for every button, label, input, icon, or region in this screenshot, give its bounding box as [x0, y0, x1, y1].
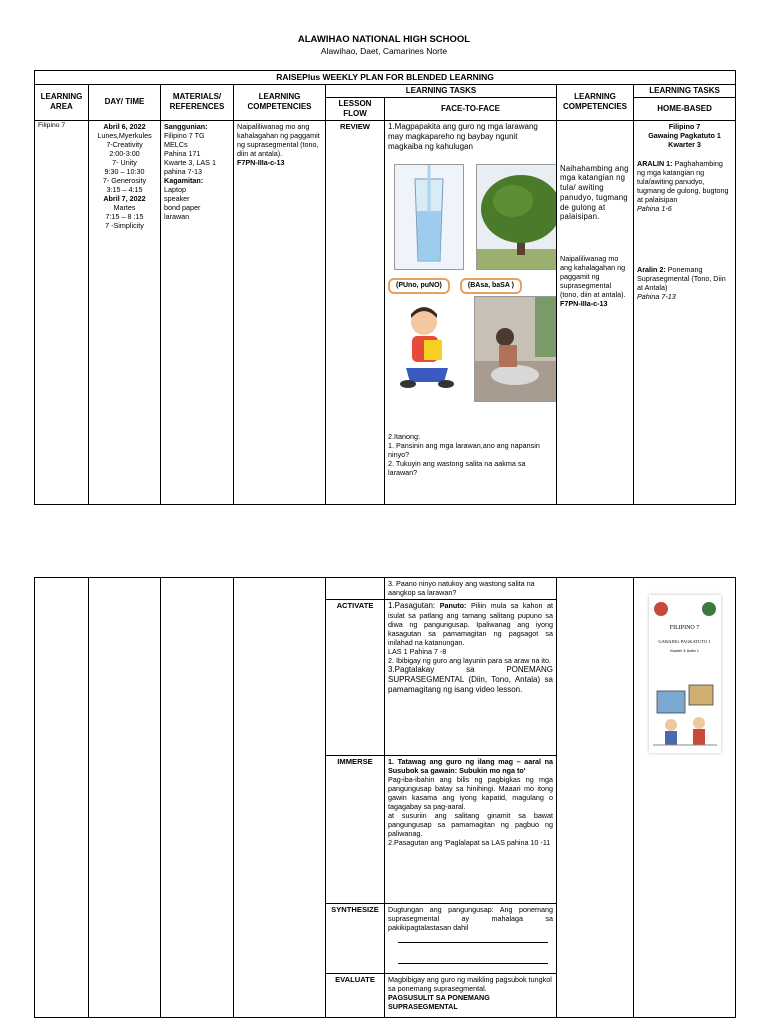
- days-1: Lunes,Myerkules: [97, 130, 152, 140]
- activate-item-1: [388, 601, 553, 647]
- section-3: 7- Generosity: [102, 175, 147, 185]
- lesson-flow-review: REVIEW: [326, 120, 385, 504]
- section-4: 7 -Simplicity: [105, 220, 144, 230]
- material-item: bond paper: [164, 202, 201, 212]
- day-time-cell: [89, 120, 161, 504]
- cover-small: Kwarter 3: Aralin 1: [670, 649, 699, 653]
- module-cover-image: [649, 595, 721, 753]
- evaluate-text: Magbibigay ang guro ng maikling pagsubok tungkol sa ponemang suprasegmental.: [388, 975, 552, 993]
- label-puno: (PUno, puNO): [388, 278, 450, 295]
- competency-2b: Naipaliliwanag mo ang kahalagahan ng paggamit ng suprasegmental (tono, diin at antala).: [560, 254, 626, 300]
- col-competencies-2: LEARNING COMPETENCIES: [557, 84, 634, 120]
- answer-line-2: [398, 963, 548, 964]
- washing-clothes-picture: [474, 296, 557, 402]
- question-block: [388, 432, 553, 477]
- aralin-2: [637, 265, 732, 292]
- cover-subtitle: GAWAING PAGKATUTO 1: [658, 639, 711, 644]
- sanggunian-heading: Sanggunian:: [164, 121, 208, 131]
- label-row: [388, 278, 553, 295]
- competency-2a: Naihahambing ang mga katangian ng tula/ awiting panudyo, tugmang de gulong at palaisipan.: [560, 163, 629, 222]
- aralin-2-page: Pahina 7-13: [637, 291, 676, 301]
- immerse-item-3: 2.Pasagutan ang 'Paglalapat sa LAS pahina 10 -11: [388, 838, 551, 847]
- question-3: 3. Paano ninyo natukoy ang wastong salita na aangkop sa larawan?: [385, 578, 557, 600]
- itanong-label: 2.Itanong:: [388, 432, 420, 442]
- aralin-1-page: Pahina 1-6: [637, 203, 672, 213]
- material-item: pahina 7-13: [164, 166, 202, 176]
- las-reference: LAS 1 Pahina 7 -8: [388, 647, 447, 656]
- material-item: larawan: [164, 211, 190, 221]
- empty-flow-cell: [326, 578, 385, 600]
- material-item: Filipino 7 TG: [164, 130, 205, 140]
- weekly-plan-table-continued: [34, 577, 736, 1018]
- material-item: Laptop: [164, 184, 186, 194]
- synthesize-text: Dugtungan ang pangungusap: Ang ponemang suprasegmental ay mahalaga sa pakikipagtalastasan dahil: [388, 905, 553, 932]
- picture-row-1: [394, 164, 553, 270]
- aralin-1: [637, 159, 732, 204]
- competency-cell: [234, 120, 326, 504]
- aralin-2-label: Aralin 2:: [637, 264, 666, 274]
- lesson-flow-synthesize: SYNTHESIZE: [326, 904, 385, 974]
- question-2: 2. Tukuyin ang wastong salita na aakma sa larawan?: [388, 459, 526, 478]
- evaluate-cell: [385, 974, 557, 1018]
- home-kwarter: Kwarter 3: [668, 139, 701, 149]
- activate-instruction: Piliin mula sa kahon at isulat sa patlang ang tamang salitang pupuno sa diwa ng pangungusap. Ipaliwanag ang iyong kasagutan sa pamamagitan ng pagsagot sa inilahad na katanungan.: [388, 601, 553, 647]
- activate-item-2: 2. Ibibigay ng guro ang layunin para sa araw na ito.: [388, 656, 552, 665]
- review-item-1: 1.Magpapakita ang guro ng mga larawang may magkapareho ng baybay ngunit magkaiba ng kahulugan: [388, 121, 538, 151]
- picture-row-2: [394, 296, 553, 402]
- home-title: Filipino 7: [668, 121, 701, 131]
- school-address: Alawihao, Daet, Camarines Norte: [320, 46, 448, 56]
- evaluate-quiz-title: PAGSUSULIT SA PONEMANG SUPRASEGMENTAL: [388, 993, 490, 1011]
- water-glass-picture: [394, 164, 464, 270]
- materials-cell: [161, 120, 234, 504]
- days-2: Martes: [113, 202, 136, 212]
- material-item: MELCs: [164, 139, 188, 149]
- aralin-1-label: ARALIN 1:: [637, 158, 673, 168]
- home-subtitle: Gawaing Pagkatuto 1: [648, 130, 721, 140]
- section-2: 7- Unity: [112, 157, 137, 167]
- plan-title: RAISEPlus WEEKLY PLAN FOR BLENDED LEARNING: [35, 71, 736, 85]
- weekly-plan-table: [34, 70, 736, 505]
- panuto-label: Panuto:: [439, 601, 467, 610]
- synthesize-cell: [385, 904, 557, 974]
- competency-2-cell: [557, 120, 634, 504]
- col-materials: MATERIALS/ REFERENCES: [161, 84, 234, 120]
- time-1: 2:00-3:00: [109, 148, 140, 158]
- school-name: ALAWIHAO NATIONAL HIGH SCHOOL: [297, 34, 471, 45]
- col-competencies: LEARNING COMPETENCIES: [234, 84, 326, 120]
- label-basa: (BAsa, baSA ): [460, 278, 522, 295]
- lesson-flow-immerse: IMMERSE: [326, 756, 385, 904]
- kagamitan-heading: Kagamitan:: [164, 175, 204, 185]
- activate-cell: [385, 600, 557, 756]
- lesson-flow-evaluate: EVALUATE: [326, 974, 385, 1018]
- material-item: Pahina 171: [164, 148, 201, 158]
- cover-title: FILIPINO 7: [669, 625, 700, 631]
- col-learning-area: LEARNING AREA: [35, 84, 89, 120]
- activate-item-3: 3.Pagtalakay sa PONEMANG SUPRASEGMENTAL (Diin, Tono, Antala) sa pamamagitang ng isang video lesson.: [388, 665, 553, 694]
- immerse-cell: [385, 756, 557, 904]
- material-item: Kwarte 3, LAS 1: [164, 157, 216, 167]
- time-4: 7:15 – 8 :15: [105, 211, 144, 221]
- col-home-based: HOME-BASED: [634, 97, 736, 120]
- aralin-2-text: Ponemang Suprasegmental (Tono, Diin at Antala): [637, 264, 726, 292]
- col-learning-tasks: LEARNING TASKS: [326, 84, 557, 97]
- aralin-1-text: Paghahambing ng mga katangian ng tula/awiting panudyo, tugmang de gulong, bugtong at palaisipan: [637, 158, 729, 204]
- immerse-heading: 1. Tatawag ang guro ng ilang mag – aaral na Susubok sa gawain: Subukin mo nga to': [388, 757, 553, 775]
- tree-picture: [476, 164, 557, 270]
- question-1: 1. Pansinin ang mga larawan,ano ang napansin ninyo?: [388, 441, 540, 460]
- time-3: 3:15 – 4:15: [106, 184, 143, 194]
- col-day-time: DAY/ TIME: [89, 84, 161, 120]
- lesson-flow-activate: ACTIVATE: [326, 600, 385, 756]
- date-1: Abril 6, 2022: [103, 121, 146, 131]
- material-item: speaker: [164, 193, 190, 203]
- reading-boy-picture: [394, 296, 462, 400]
- empty-competency-2-cell: [557, 578, 634, 1018]
- empty-day-cell: [89, 578, 161, 1018]
- home-based-cell: [634, 120, 736, 504]
- section-1: 7-Creativity: [106, 139, 143, 149]
- immerse-instruction: Pag-iba-ibahin ang bilis ng pagbigkas ng mga pangungusap batay sa hinihingi. Maaari mo itong gawin kasama ang iyong kapatid, magulang o tagagabay sa pag-aaral.: [388, 775, 553, 811]
- time-2: 9:30 – 10:30: [104, 166, 145, 176]
- face-to-face-cell: [385, 120, 557, 504]
- pasagutan-label: 1.Pasagutan:: [388, 601, 436, 610]
- col-face-to-face: FACE-TO-FACE: [385, 97, 557, 120]
- learning-area-cell: Filipino 7: [35, 120, 89, 504]
- immerse-item-2: at susuriin ang salitang ginamit sa bawat pangungusap sa pamamagitan ng pagbuo ng paliwanag.: [388, 811, 553, 838]
- col-lesson-flow: LESSON FLOW: [326, 97, 385, 120]
- empty-competency-cell: [234, 578, 326, 1018]
- home-cover-cell: [634, 578, 736, 1018]
- col-learning-tasks-2: LEARNING TASKS: [634, 84, 736, 97]
- date-2: Abril 7, 2022: [103, 193, 146, 203]
- empty-materials-cell: [161, 578, 234, 1018]
- competency-text: Naipaliliwanag mo ang kahalagahan ng paggamit ng suprasegmental (tono, diin at antala).: [237, 121, 320, 158]
- empty-area-cell: [35, 578, 89, 1018]
- competency-2-code: F7PN-IIIa-c-13: [560, 299, 608, 309]
- answer-line-1: [398, 942, 548, 943]
- competency-code: F7PN-IIIa-c-13: [237, 157, 285, 167]
